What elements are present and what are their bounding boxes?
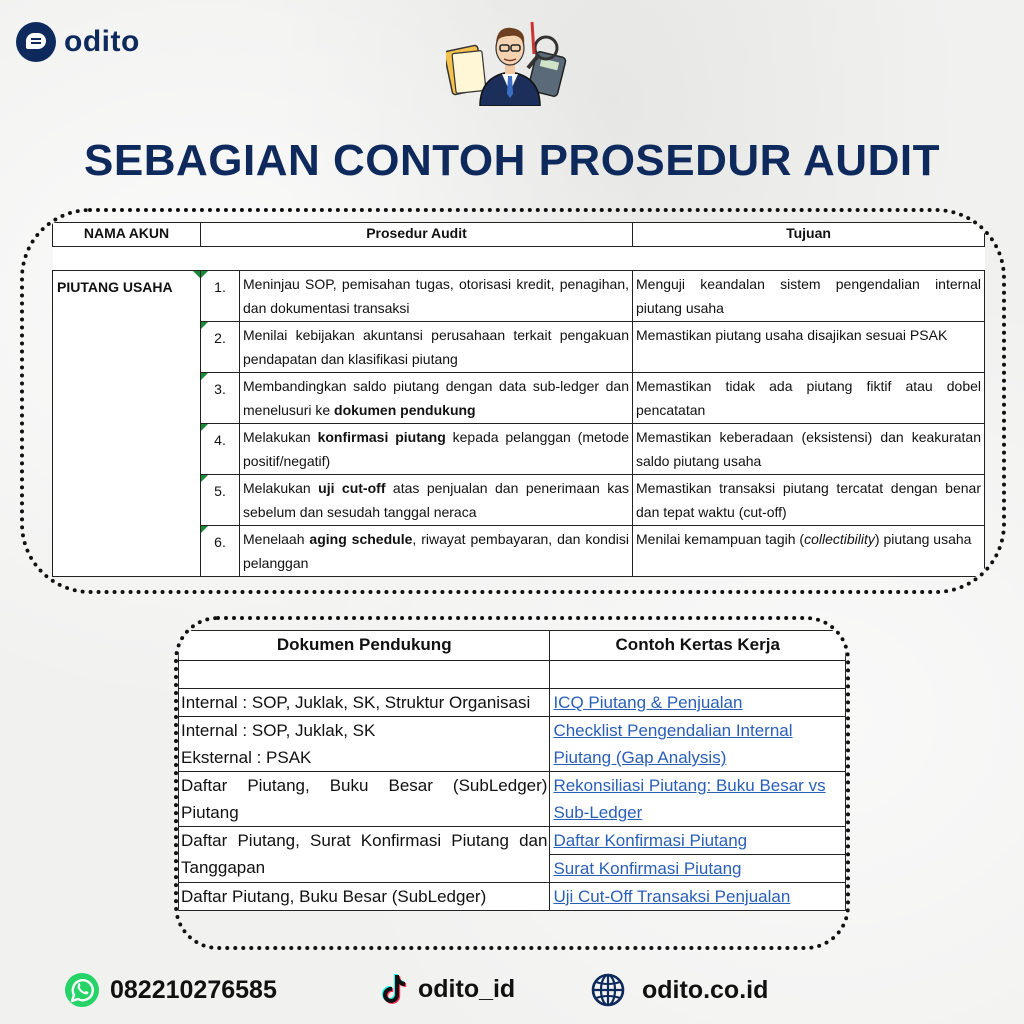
phone-number: 082210276585 [110, 975, 277, 1004]
table-row [179, 827, 846, 883]
workpaper-link[interactable]: ICQ Piutang & Penjualan [553, 693, 743, 712]
workpaper-link[interactable]: Surat Konfirmasi Piutang [553, 859, 742, 878]
workpaper-cell [550, 772, 846, 827]
procedure-text: Membandingkan saldo piutang dengan data sub-ledger dan menelusuri ke [243, 378, 629, 418]
website-url: odito.co.id [642, 975, 769, 1004]
document-cell: Daftar Piutang, Buku Besar (SubLedger) Piutang [179, 772, 550, 827]
audit-procedure-frame [20, 208, 1006, 594]
procedure-text: , riwayat pembayaran, dan kondisi pelanggan [243, 531, 629, 571]
table-header-row [179, 631, 846, 661]
procedure-text: kepada pelanggan (metode positif/negatif) [243, 429, 630, 469]
procedure-emphasis: konfirmasi piutang [317, 429, 446, 445]
row-number: 1. [201, 271, 240, 322]
row-number: 5. [201, 475, 240, 526]
procedure-emphasis: aging schedule [309, 531, 413, 547]
tiktok-handle: odito_id [418, 974, 516, 1003]
header-procedure: Prosedur Audit [201, 223, 633, 247]
account-name: PIUTANG USAHA [53, 271, 201, 577]
procedure-text: atas penjualan dan penerimaan kas sebelum dan sesudah tanggal neraca [243, 480, 630, 520]
purpose-emphasis: collectibility [804, 531, 875, 547]
row-number: 2. [201, 322, 240, 373]
procedure-emphasis: dokumen pendukung [334, 402, 476, 418]
workpaper-cell [550, 689, 846, 717]
tiktok-contact[interactable] [380, 972, 515, 1006]
workpaper-cell [550, 883, 846, 911]
purpose-cell: Memastikan tidak ada piutang fiktif atau dobel pencatatan [633, 373, 985, 424]
workpaper-link[interactable]: Uji Cut-Off Transaksi Penjualan [553, 887, 791, 906]
procedure-emphasis: uji cut-off [318, 480, 386, 496]
document-cell [179, 717, 550, 772]
document-external: Eksternal : PSAK [181, 748, 312, 767]
workpaper-link[interactable]: Rekonsiliasi Piutang: Buku Besar vs Sub-Ledger [553, 776, 826, 822]
procedure-cell [240, 526, 633, 577]
header-workpaper: Contoh Kertas Kerja [550, 631, 846, 661]
chat-bubble-icon [16, 22, 56, 62]
document-cell: Internal : SOP, Juklak, SK, Struktur Organisasi [179, 689, 550, 717]
whatsapp-contact[interactable] [64, 972, 277, 1008]
auditor-illustration [446, 14, 574, 106]
table-row [179, 689, 846, 717]
procedure-cell: Menilai kebijakan akuntansi perusahaan terkait pengakuan pendapatan dan klasifikasi piutang [240, 322, 633, 373]
table-row [179, 717, 846, 772]
purpose-cell [633, 526, 985, 577]
workpaper-cell [550, 717, 846, 772]
workpaper-cell [550, 827, 846, 883]
row-number: 6. [201, 526, 240, 577]
procedure-text: Menelaah [243, 531, 310, 547]
footer [0, 972, 1024, 1016]
row-number: 3. [201, 373, 240, 424]
brand[interactable] [16, 22, 140, 62]
procedure-cell [240, 373, 633, 424]
table-header-row [53, 223, 985, 247]
procedure-cell [240, 475, 633, 526]
header-purpose: Tujuan [633, 223, 985, 247]
brand-name: odito [64, 25, 140, 58]
document-cell: Daftar Piutang, Surat Konfirmasi Piutang dan Tanggapan [179, 827, 550, 883]
website-contact[interactable] [590, 972, 768, 1008]
table-row [179, 772, 846, 827]
whatsapp-icon [64, 972, 100, 1008]
document-cell: Daftar Piutang, Buku Besar (SubLedger) [179, 883, 550, 911]
purpose-cell: Memastikan transaksi piutang tercatat dengan benar dan tepat waktu (cut-off) [633, 475, 985, 526]
header-documents: Dokumen Pendukung [179, 631, 550, 661]
globe-icon [590, 972, 626, 1008]
document-internal: Internal : SOP, Juklak, SK [181, 721, 376, 740]
purpose-cell: Memastikan keberadaan (eksistensi) dan keakuratan saldo piutang usaha [633, 424, 985, 475]
table-row [179, 883, 846, 911]
procedure-text: Melakukan [243, 429, 318, 445]
procedure-cell: Meninjau SOP, pemisahan tugas, otorisasi kredit, penagihan, dan dokumentasi transaksi [240, 271, 633, 322]
audit-procedure-table [52, 222, 985, 577]
procedure-cell [240, 424, 633, 475]
purpose-text: ) piutang usaha [874, 531, 972, 547]
procedure-text: Melakukan [243, 480, 319, 496]
supporting-documents-frame [174, 616, 850, 950]
purpose-text: Menilai kemampuan tagih ( [636, 531, 805, 547]
purpose-cell: Memastikan piutang usaha disajikan sesuai PSAK [633, 322, 985, 373]
table-row [53, 271, 985, 322]
header-account: NAMA AKUN [53, 223, 201, 247]
row-number: 4. [201, 424, 240, 475]
workpaper-link[interactable]: Checklist Pengendalian Internal Piutang (Gap Analysis) [553, 721, 793, 767]
purpose-cell: Menguji keandalan sistem pengendalian internal piutang usaha [633, 271, 985, 322]
page-title: SEBAGIAN CONTOH PROSEDUR AUDIT [84, 136, 940, 185]
workpaper-link[interactable]: Daftar Konfirmasi Piutang [553, 831, 748, 850]
tiktok-icon [380, 972, 408, 1006]
supporting-documents-table [178, 630, 846, 911]
